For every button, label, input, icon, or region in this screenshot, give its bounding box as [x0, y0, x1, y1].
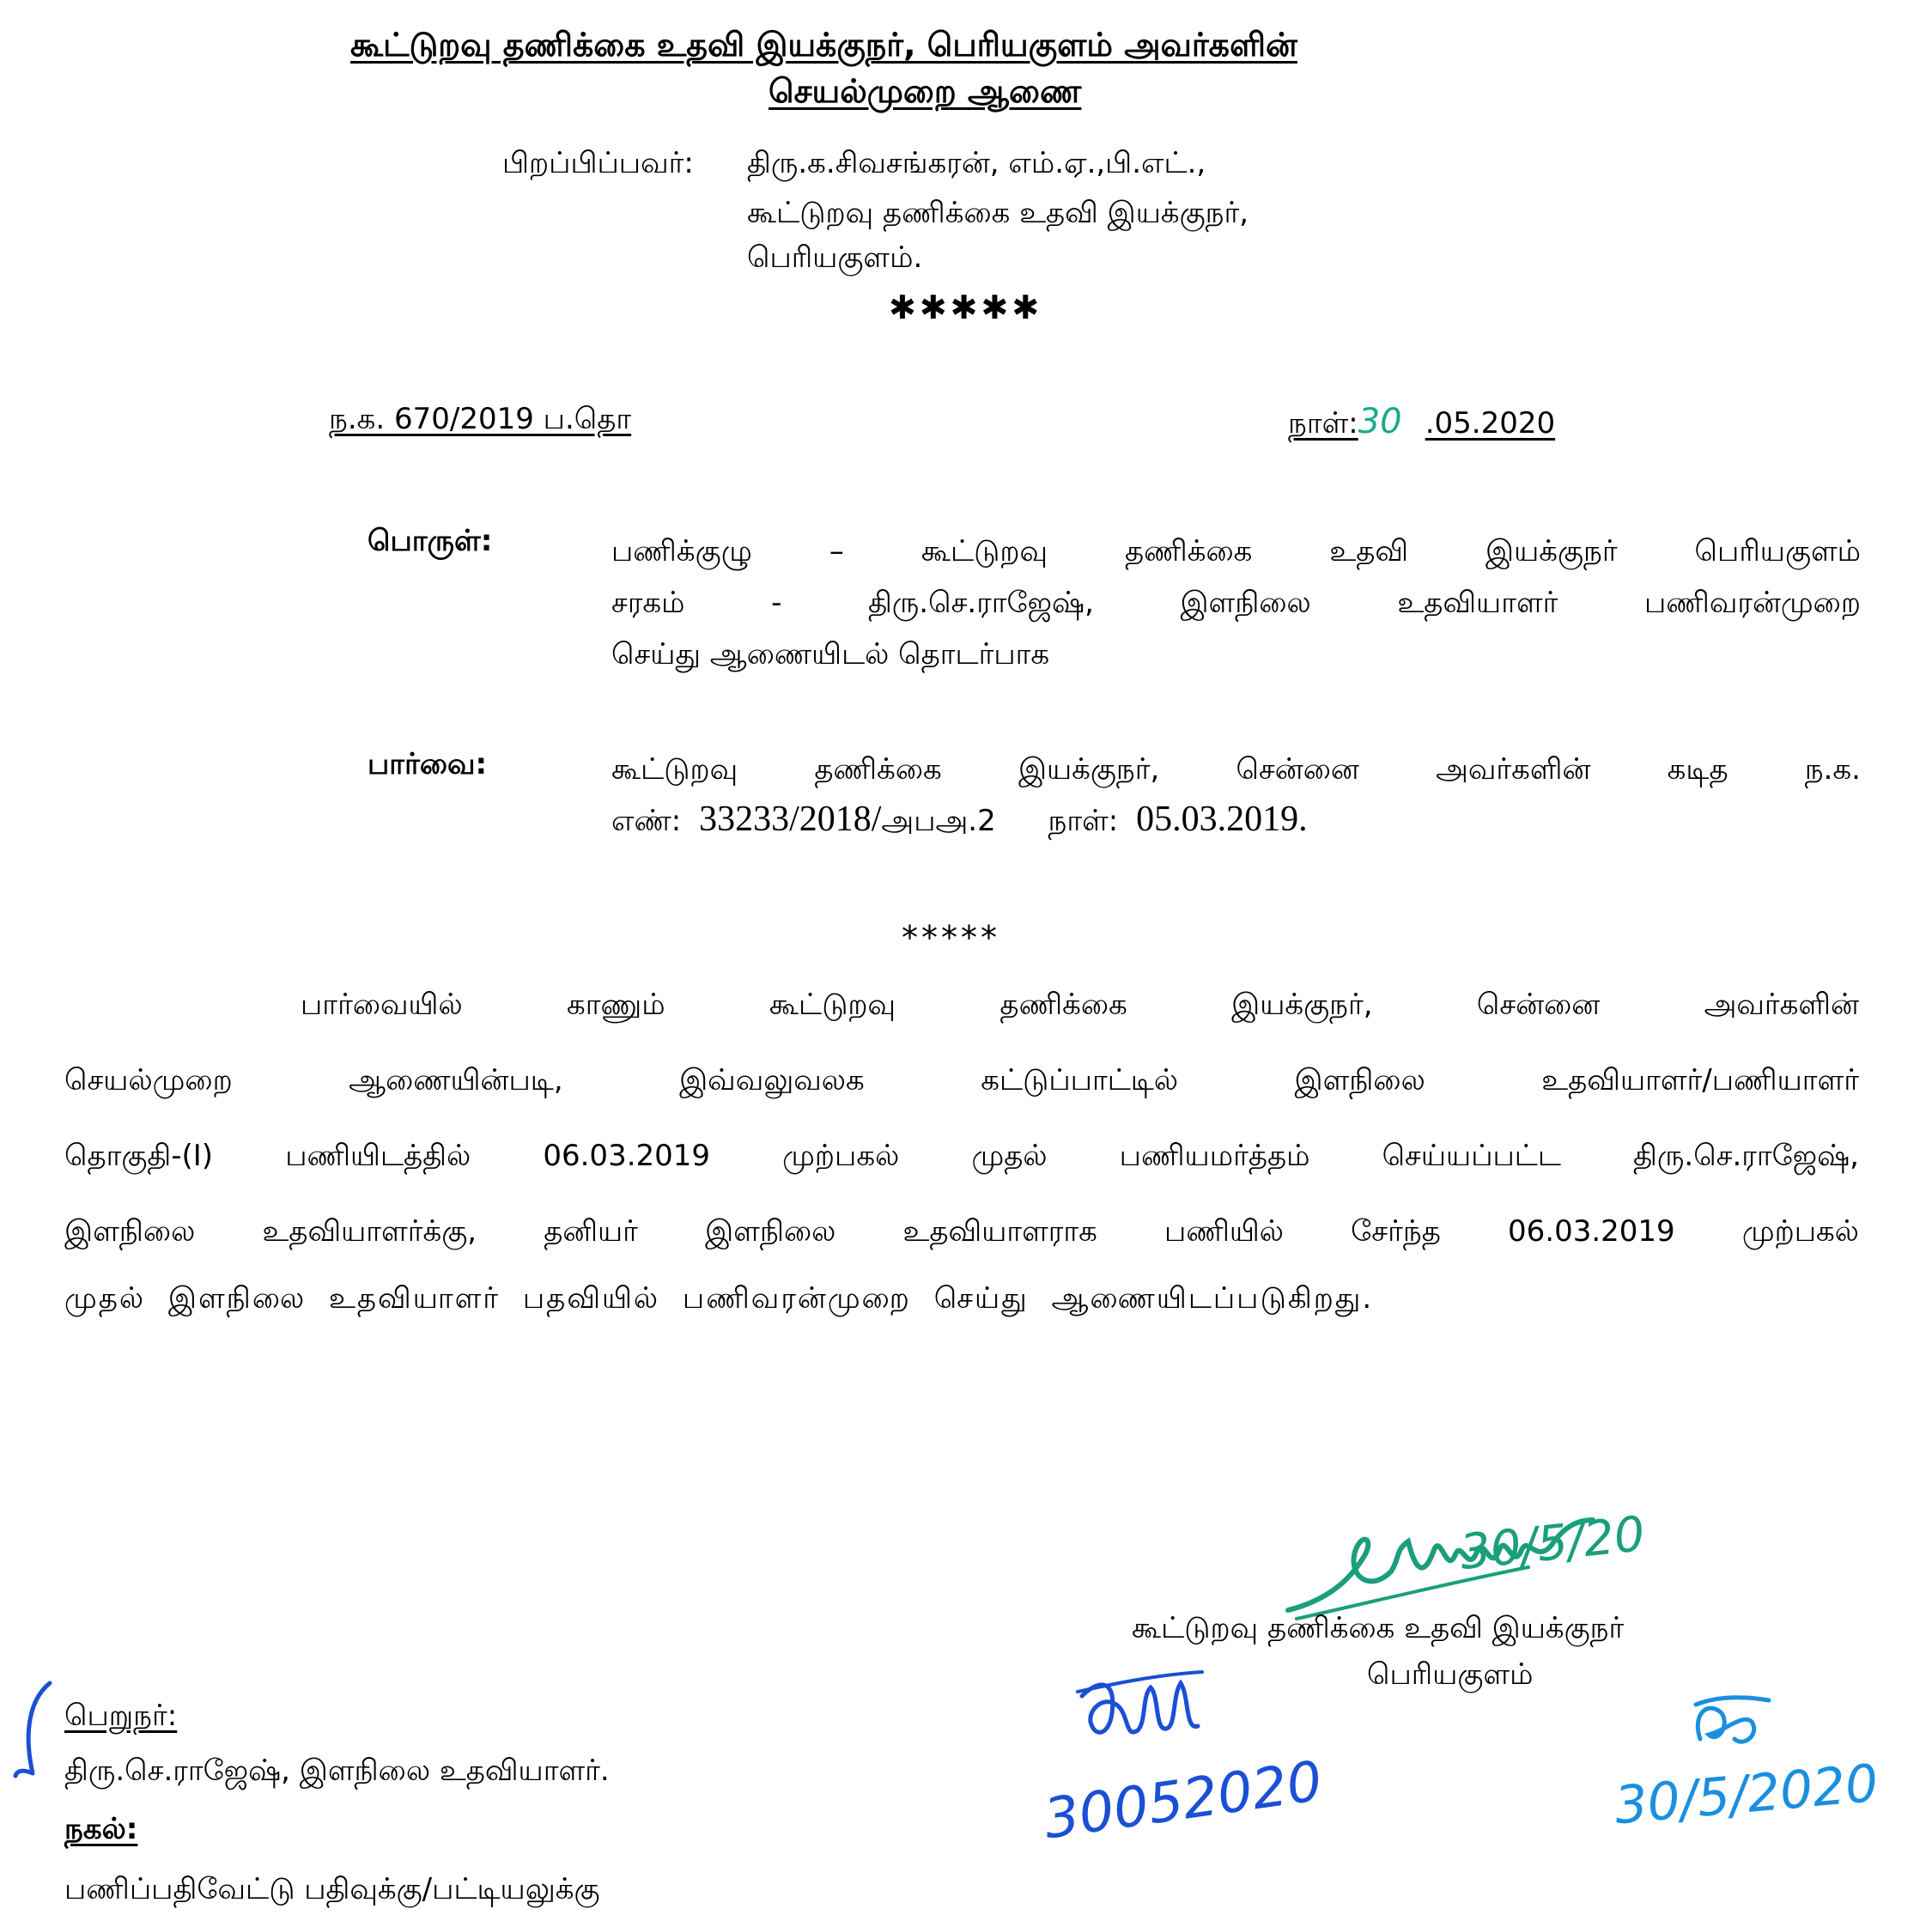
page-title-line1: கூட்டுறவு தணிக்கை உதவி இயக்குநர், பெரியகுளம் அவர்களின்	[350, 26, 1297, 64]
issuer-label: பிறப்பிப்பவர்:	[502, 146, 694, 180]
reference-line1: கூட்டுறவு தணிக்கை இயக்குநர், சென்னை அவர்களின் கடித ந.க.	[611, 752, 1861, 787]
signature-date-handwritten: 30/5/20	[1457, 1505, 1648, 1582]
reference-label: பார்வை:	[368, 747, 488, 781]
receipt-initials-left	[1065, 1662, 1219, 1756]
copy-label: நகல்:	[64, 1812, 138, 1846]
signatory-place: பெரியகுளம்	[1367, 1657, 1534, 1692]
separator-top: ✱✱✱✱✱	[889, 289, 1043, 326]
signatory-designation: கூட்டுறவு தணிக்கை உதவி இயக்குநர்	[1132, 1611, 1625, 1645]
subject-label: பொருள்:	[368, 524, 493, 558]
copy-item: பணிப்பதிவேட்டு பதிவுக்கு/பட்டியலுக்கு	[64, 1872, 600, 1906]
subject-line3: செய்து ஆணையிடல் தொடர்பாக	[611, 637, 1050, 672]
reference-date: 05.03.2019.	[1136, 799, 1308, 839]
receipt-date-left: 30052020	[1040, 1749, 1327, 1852]
recipient-name: திரு.செ.ராஜேஷ், இளநிலை உதவியாளர்.	[64, 1754, 610, 1788]
order-date	[1288, 402, 1555, 444]
reference-number-label: எண்:	[611, 804, 682, 838]
order-date-day-handwritten: 30	[1358, 402, 1402, 441]
receipt-date-right: 30/5/2020	[1612, 1753, 1881, 1837]
body-line3: தொகுதி-(I) பணியிடத்தில் 06.03.2019 முற்பகல் முதல் பணியமர்த்தம் செய்யப்பட்ட திரு.செ.ராஜேஷ்,	[64, 1139, 1859, 1173]
issuer-designation: கூட்டுறவு தணிக்கை உதவி இயக்குநர்,	[747, 196, 1249, 230]
body-line4: இளநிலை உதவியாளர்க்கு, தனியர் இளநிலை உதவியாளராக பணியில் சேர்ந்த 06.03.2019 முற்பகல்	[64, 1214, 1859, 1249]
subject-line1: பணிக்குழு – கூட்டுறவு தணிக்கை உதவி இயக்குநர் பெரியகுளம்	[611, 534, 1861, 568]
body-line5: முதல் இளநிலை உதவியாளர் பதவியில் பணிவரன்முறை செய்து ஆணையிடப்படுகிறது.	[64, 1281, 1374, 1316]
subject-line2: சரகம் - திரு.செ.ராஜேஷ், இளநிலை உதவியாளர் பணிவரன்முறை	[611, 586, 1861, 620]
recipient-bracket-mark	[7, 1675, 58, 1786]
reference-number: 33233/2018/	[699, 799, 882, 839]
order-date-rest: .05.2020	[1425, 406, 1556, 441]
file-number: ந.க. 670/2019 ப.தொ	[329, 402, 632, 436]
order-date-label: நாள்:	[1288, 406, 1358, 441]
issuer-place: பெரியகுளம்.	[747, 240, 923, 275]
body-line2: செயல்முறை ஆணையின்படி, இவ்வலுவலக கட்டுப்பாட்டில் இளநிலை உதவியாளர்/பணியாளர்	[64, 1063, 1859, 1097]
reference-date-label: நாள்:	[1048, 804, 1119, 838]
reference-line2	[611, 799, 1308, 842]
recipient-label: பெறுநர்:	[64, 1699, 178, 1733]
receipt-initials-right	[1683, 1687, 1786, 1765]
issuer-name: திரு.க.சிவசங்கரன், எம்.ஏ.,பி.எட்.,	[747, 146, 1206, 180]
reference-section: அபஅ.2	[881, 804, 996, 838]
separator-mid: *****	[902, 919, 1000, 957]
page-title-line2: செயல்முறை ஆணை	[769, 72, 1082, 110]
body-line1: பார்வையில் காணும் கூட்டுறவு தணிக்கை இயக்குநர், சென்னை அவர்களின்	[301, 988, 1859, 1022]
